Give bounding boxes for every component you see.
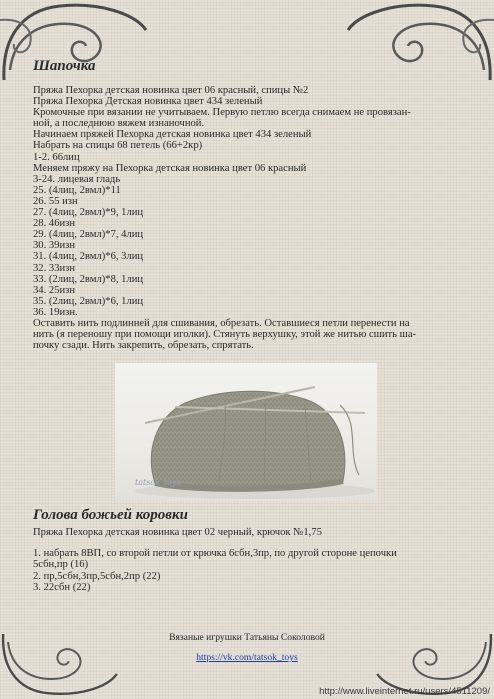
footer-credit: Вязаные игрушки Татьяны Соколовой <box>169 632 325 643</box>
instruction-line: 1-2. 66лиц <box>33 151 80 163</box>
ladybug-yarn-line: Пряжа Пехорка детская новинка цвет 02 черный, крючок №1,75 <box>33 527 322 539</box>
instruction-line: Начинаем пряжей Пехорка детская новинка цвет 434 зеленый <box>33 129 312 141</box>
footer-vk-link[interactable]: https://vk.com/tatsok_toys <box>196 652 298 663</box>
instruction-line: Оставить нить подлинней для сшивания, обрезать. Оставшиеся петли перенести на <box>33 317 410 329</box>
section-title-hat: Шапочка <box>33 58 96 74</box>
instruction-line: 25. (4лиц, 2вмл)*11 <box>33 184 121 196</box>
watermark-url: http://www.liveinternet.ru/users/4511209/ <box>319 686 490 697</box>
page-content <box>33 58 458 593</box>
ladybug-head-instructions <box>33 548 458 592</box>
instruction-line: 33. (2лиц, 2вмл)*8, 1лиц <box>33 273 144 285</box>
instruction-line: нить (я переношу при помощи иголки). Стянуть верхушку, этой же нитью сшить ша- <box>33 329 417 341</box>
instruction-line: 32. 33изн <box>33 262 76 274</box>
instruction-line: 35. (2лиц, 2вмл)*6, 1лиц <box>33 295 144 307</box>
instruction-line: Меняем пряжу на Пехорка детская новинка цвет 06 красный <box>33 162 307 174</box>
instruction-line: Набрать на спицы 68 петель (66+2кр) <box>33 140 203 152</box>
section-title-ladybug-head: Голова божьей коровки <box>33 507 188 524</box>
instruction-line: почку сзади. Нить закрепить, обрезать, спрятать. <box>33 340 254 352</box>
hat-instructions <box>33 85 458 351</box>
instruction-line: 30. 39изн <box>33 240 76 252</box>
instruction-line: 27. (4лиц, 2вмл)*9, 1лиц <box>33 207 144 219</box>
instruction-line: 31. (4лиц, 2вмл)*6, 3лиц <box>33 251 144 263</box>
instruction-line: 1. набрать 8ВП, со второй петли от крючка 6сбн,3пр, по другой стороне цепочки <box>33 548 397 560</box>
knitted-hat-illustration <box>115 363 377 501</box>
instruction-line: 3. 22сбн (22) <box>33 581 91 593</box>
instruction-line: Кромочные при вязании не учитываем. Первую петлю всегда снимаем не провязан- <box>33 107 411 119</box>
hat-photo <box>115 363 377 501</box>
instruction-line: ной, а последнюю вяжем изнаночной. <box>33 118 205 130</box>
instruction-line: 34. 25изн <box>33 284 76 296</box>
instruction-line: 3-24. лицевая гладь <box>33 173 121 185</box>
instruction-line: 36. 19изн. <box>33 306 78 318</box>
instruction-line: 5сбн,пр (16) <box>33 559 89 571</box>
instruction-line: 29. (4лиц, 2вмл)*7, 4лиц <box>33 229 144 241</box>
instruction-line: 2. пр,5сбн,3пр,5сбн,2пр (22) <box>33 570 161 582</box>
instruction-line: Пряжа Пехорка детская новинка цвет 06 красный, спицы №2 <box>33 85 309 96</box>
instruction-line: Пряжа Пехорка Детская новинка цвет 434 зеленый <box>33 96 263 108</box>
photo-signature: tatsok_toys <box>135 478 181 488</box>
instruction-line: 28. 46изн <box>33 218 76 230</box>
instruction-line: 26. 55 изн <box>33 195 78 207</box>
ladybug-head-section <box>33 507 458 592</box>
